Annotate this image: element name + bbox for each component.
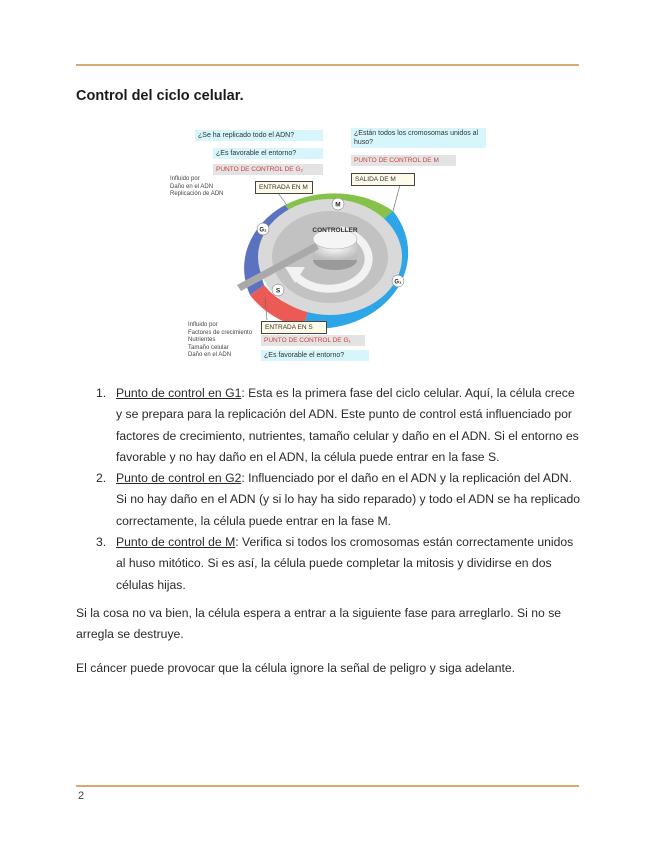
- s-entry-label: ENTRADA EN S: [261, 321, 327, 334]
- list-item-text: : Esta es la primera fase del ciclo celular. Aquí, la célula crece y se prepara para la replicación del ADN. Este punto de control está influenciado por factores de crecimiento, nutrientes, tamaño celular y daño en el ADN. Si el entorno es favorable y no hay daño en el ADN, la célula puede entrar en la fase S.: [116, 386, 579, 464]
- list-item-lead: Punto de control de M: [116, 535, 236, 550]
- phase-label-g1: G₁: [394, 279, 402, 286]
- list-item-lead: Punto de control en G2: [116, 471, 242, 486]
- checkpoint-g1-label: PUNTO DE CONTROL DE G₁: [261, 335, 365, 346]
- callout-dna-replicated: ¿Se ha replicado todo el ADN?: [195, 130, 323, 141]
- list-item: 2. Punto de control en G2: Influenciado por el daño en el ADN y la replicación del ADN. Si no hay daño en el ADN (y si lo hay ha sido reparado) y todo el ADN se ha replicado correctamente, la célula puede entrar en la fase M.: [96, 471, 581, 528]
- header-rule: [76, 64, 579, 66]
- list-item-lead: Punto de control en G1: [116, 386, 242, 400]
- cell-cycle-diagram: [165, 125, 495, 367]
- checkpoint-m-label: PUNTO DE CONTROL DE M: [351, 155, 456, 166]
- m-exit-label: SALIDA DE M: [351, 173, 415, 186]
- list-item-text: : Influenciado por el daño en el ADN y la replicación del ADN. Si no hay daño en el ADN (y si lo hay ha sido reparado) y todo el ADN se ha replicado correctamente, la célula puede entrar en la fase M.: [116, 471, 581, 528]
- footer-rule: [76, 785, 579, 787]
- callout-env-favorable-g1: ¿Es favorable el entorno?: [261, 350, 369, 361]
- g2-influences: Influido por Daño en el ADN Replicación de ADN: [170, 176, 224, 197]
- list-item-text: : Verifica si todos los cromosomas están correctamente unidos al huso mitótico. Si es así, la célula puede completar la mitosis y dividirse en dos células hijas.: [116, 535, 574, 592]
- callout-chromosomes: ¿Están todos los cromosomas unidos al huso?: [351, 128, 486, 148]
- controller-label: CONTROLLER: [312, 227, 358, 234]
- phase-label-m: M: [335, 201, 341, 209]
- callout-env-favorable: ¿Es favorable el entorno?: [213, 148, 323, 159]
- g1-influences: Influido por Factores de crecimiento Nutrientes Tamaño celular Daño en el ADN: [188, 322, 253, 358]
- list-item: 1. Punto de control en G1: Esta es la primera fase del ciclo celular. Aquí, la célula crece y se prepara para la replicación del ADN. Este punto de control está influenciado por factores de crecimiento, nutrientes, tamaño celular y daño en el ADN. Si el entorno es favorable y no hay daño en el ADN, la célula puede entrar en la fase S.: [96, 386, 579, 464]
- checkpoint-g2-label: PUNTO DE CONTROL DE G₂: [213, 164, 323, 175]
- paragraph-repair: Si la cosa no va bien, la célula espera a entrar a la siguiente fase para arreglarlo. Si no se arregla se destruye.: [76, 606, 562, 642]
- list-item: 3. Punto de control de M: Verifica si todos los cromosomas están correctamente unidos al huso mitótico. Si es así, la célula puede completar la mitosis y dividirse en dos células hijas.: [96, 535, 574, 592]
- paragraph-cancer: El cáncer puede provocar que la célula ignore la señal de peligro y siga adelante.: [76, 661, 516, 675]
- phase-label-s: S: [275, 287, 281, 295]
- phase-label-g2: G₂: [259, 227, 267, 234]
- checkpoint-list: [76, 383, 581, 596]
- section-title: Control del ciclo celular.: [76, 88, 244, 104]
- m-entry-label: ENTRADA EN M: [255, 181, 313, 194]
- page-number: 2: [78, 790, 85, 802]
